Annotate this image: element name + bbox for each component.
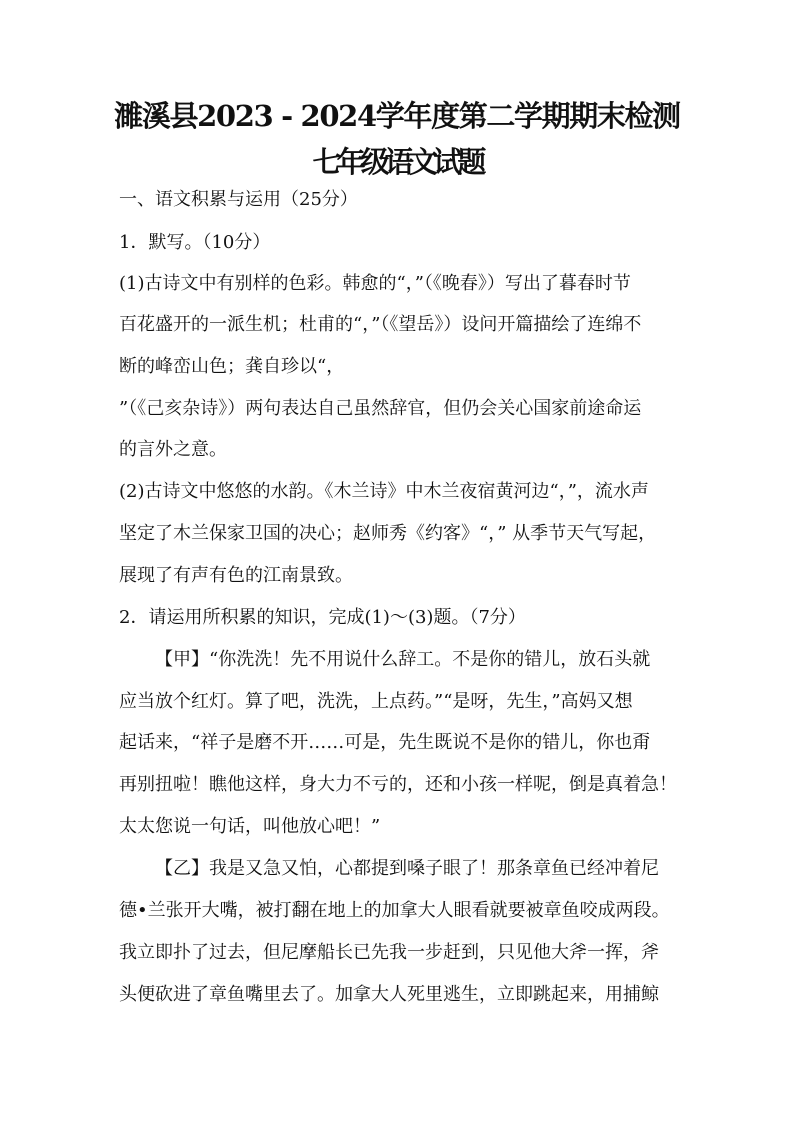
passage-line: 我立即扑了过去，但尼摩船长已先我一步赶到，只见他大斧一挥，斧 <box>119 942 659 963</box>
passage-line: 起话来，“祥子是磨不开……可是，先生既说不是你的错儿，你也甭 <box>119 732 651 753</box>
paragraph-line: 展现了有声有色的江南景致。 <box>119 565 353 586</box>
passage-line: 应当放个红灯。算了吧，洗洗，上点药。”“是呀，先生，”高妈又想 <box>119 691 633 712</box>
section-heading: 一、语文积累与运用（25分） <box>119 189 358 210</box>
passage-line: 【甲】“你洗洗！先不用说什么辞工。不是你的错儿，放石头就 <box>155 649 651 670</box>
question-heading: 1．默写。（10分） <box>119 232 271 253</box>
paragraph-line: 断的峰峦山色；龚自珍以“， <box>119 356 345 377</box>
paragraph-line: (2)古诗文中悠悠的水韵。《木兰诗》中木兰夜宿黄河边“，”，流水声 <box>119 481 649 502</box>
paragraph-line: 的言外之意。 <box>119 439 227 460</box>
paragraph-line: ”（《己亥杂诗》）两句表达自己虽然辞官，但仍会关心国家前途命运 <box>119 398 642 419</box>
passage-line: 德•兰张开大嘴，被打翻在地上的加拿大人眼看就要被章鱼咬成两段。 <box>119 900 670 921</box>
exam-subtitle: 七年级语文试题 <box>312 145 482 179</box>
paragraph-line: (1)古诗文中有别样的色彩。韩愈的“，”（《晚春》）写出了暮春时节 <box>119 273 631 294</box>
paragraph-line: 百花盛开的一派生机；杜甫的“，”（《望岳》）设问开篇描绘了连绵不 <box>119 314 642 335</box>
passage-line: 太太您说一句话，叫他放心吧！” <box>119 816 381 837</box>
exam-title: 濉溪县2023 - 2024学年度第二学期期末检测 <box>114 99 680 133</box>
paragraph-line: 坚定了木兰保家卫国的决心；赵师秀《约客》“，” 从季节天气写起， <box>119 523 657 544</box>
passage-line: 头便砍进了章鱼嘴里去了。加拿大人死里逃生，立即跳起来，用捕鲸 <box>119 984 659 1005</box>
passage-line: 再别扭啦！瞧他这样，身大力不亏的，还和小孩一样呢，倒是真着急！ <box>119 774 677 795</box>
passage-line: 【乙】我是又急又怕，心都提到嗓子眼了！那条章鱼已经冲着尼 <box>155 858 659 879</box>
question-heading: 2．请运用所积累的知识，完成(1)～(3)题。（7分） <box>119 607 526 628</box>
